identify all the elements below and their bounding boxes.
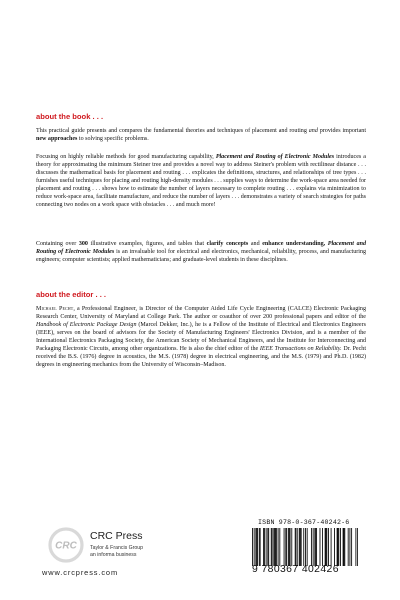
- barcode-bar: [275, 528, 276, 566]
- barcode-bar: [279, 528, 280, 566]
- book-paragraph-1: This practical guide presents and compares the fundamental theories and techniques of placement and routing and provides important new approaches to solving specific problems.: [36, 128, 366, 143]
- barcode-bar: [255, 528, 256, 566]
- about-editor-heading: about the editor . . .: [36, 290, 107, 299]
- logo-lettering: CRC: [55, 540, 77, 552]
- barcode-bar: [325, 528, 326, 566]
- barcode-bar: [271, 528, 272, 566]
- barcode-bar: [266, 528, 267, 566]
- barcode-bar: [257, 528, 258, 566]
- isbn-barcode: [252, 528, 358, 566]
- barcode-bar: [337, 528, 338, 566]
- barcode-bar: [311, 528, 312, 566]
- barcode-bar: [299, 528, 300, 566]
- barcode-bar: [357, 528, 358, 566]
- isbn-label: ISBN 978-0-367-40242-6: [258, 519, 350, 526]
- book-paragraph-2: Focusing on highly reliable methods for good manufacturing capability, Placement and Routing of Electronic Modules introduces a theory for approximating the minimum Steiner tree and provides a novel way to address Steiner's problem with rectilinear distance . . . discusses the mathematical basis for placement and routing . . . explicates the definitions, structures, and relationships of tree types . . . furnishes useful techniques for placing and routing high-density modules . . . supplies ways to determine the work-space area needed for placement and routing . . . shows how to estimate the number of layers necessary to complete routing . . . explains via minimization to reduce work-space area, facilitate manufacture, and reduce the number of layers . . . demonstrates a variety of search strategies for paths connecting two nodes on a work space with obstacles . . . and much more!: [36, 154, 366, 209]
- barcode-bar: [305, 528, 306, 566]
- publisher-name: CRC Press: [90, 530, 143, 542]
- barcode-bar: [301, 528, 302, 566]
- barcode-bar: [349, 528, 350, 566]
- barcode-bar: [263, 528, 264, 566]
- barcode-bar: [351, 528, 352, 566]
- barcode-bar: [289, 528, 290, 566]
- barcode-bar: [264, 528, 265, 566]
- barcode-bar: [295, 528, 296, 566]
- barcode-bar: [355, 528, 356, 566]
- crc-press-logo: [48, 527, 84, 563]
- barcode-bar: [320, 528, 321, 566]
- barcode-bar: [286, 528, 287, 566]
- barcode-bar: [316, 528, 317, 566]
- publisher-tagline: an informa business: [90, 552, 137, 558]
- barcode-bar: [260, 528, 261, 566]
- barcode-bar: [272, 528, 273, 566]
- barcode-bar: [252, 528, 253, 566]
- barcode-bar: [259, 528, 260, 566]
- barcode-bar: [278, 528, 279, 566]
- barcode-bar: [268, 528, 269, 566]
- barcode-bar: [276, 528, 277, 566]
- barcode-bar: [291, 528, 292, 566]
- publisher-url: www.crcpress.com: [42, 568, 118, 577]
- barcode-bar: [273, 528, 274, 566]
- barcode-digits: 9 780367 402426: [252, 564, 339, 575]
- barcode-bar: [303, 528, 304, 566]
- barcode-bar: [348, 528, 349, 566]
- barcode-bar: [267, 528, 268, 566]
- barcode-bar: [326, 528, 327, 566]
- barcode-bar: [338, 528, 339, 566]
- barcode-bar: [326, 528, 327, 566]
- barcode-bar: [331, 528, 332, 566]
- barcode-bar: [288, 528, 289, 566]
- barcode-bar: [322, 528, 323, 566]
- about-book-heading: about the book . . .: [36, 112, 104, 121]
- barcode-bar: [296, 528, 297, 566]
- book-paragraph-3: Containing over 300 illustrative examples, figures, and tables that clarify concepts and enhance understanding, Placement and Routing of Electronic Modules is an invaluable tool for electrical and electronics, mechanical, reliability, process, and manufacturing engineers; computer scientists; applied mathematicians; and graduate-level students in these disciplines.: [36, 241, 367, 264]
- barcode-bar: [344, 528, 345, 566]
- barcode-bar: [297, 528, 298, 566]
- barcode-bar: [313, 528, 314, 566]
- barcode-bar: [337, 528, 338, 566]
- barcode-bar: [285, 528, 286, 566]
- barcode-bar: [328, 528, 329, 566]
- barcode-bar: [256, 528, 257, 566]
- barcode-bar: [300, 528, 301, 566]
- barcode-bar: [274, 528, 275, 566]
- barcode-bar: [343, 528, 344, 566]
- barcode-bar: [254, 528, 255, 566]
- barcode-bar: [290, 528, 291, 566]
- barcode-bar: [340, 528, 341, 566]
- publisher-group: Taylor & Francis Group: [90, 545, 144, 551]
- barcode-bar: [315, 528, 316, 566]
- editor-paragraph: Michael Pecht, a Professional Engineer, is Director of the Computer Aided Life Cycle Engineering (CALCE) Electronic Packaging Research Center, University of Maryland at College Park. The author or coauthor of over 200 professional papers and editor of the Handbook of Electronic Package Design (Marcel Dekker, Inc.), he is a Fellow of the Institute of Electrical and Electronics Engineers (IEEE), serves on the board of advisors for the Society of Manufacturing Engineers' Electronics Division, and is a member of the International Electronics Packaging Society, the American Society of Mechanical Engineers, and the Institute for Interconnecting and Packaging Electronic Circuits, among other organizations. He is also the chief editor of the IEEE Transactions on Reliability. Dr. Pecht received the B.S. (1976) degree in acoustics, the M.S. (1978) degree in electrical engineering, and the M.S. (1979) and Ph.D. (1982) degrees in engineering mechanics from the University of Wisconsin–Madison.: [36, 306, 367, 369]
- barcode-bar: [307, 528, 308, 566]
- barcode-bar: [343, 528, 344, 566]
- barcode-bar: [314, 528, 315, 566]
- barcode-bar: [334, 528, 335, 566]
- barcode-bar: [284, 528, 285, 566]
